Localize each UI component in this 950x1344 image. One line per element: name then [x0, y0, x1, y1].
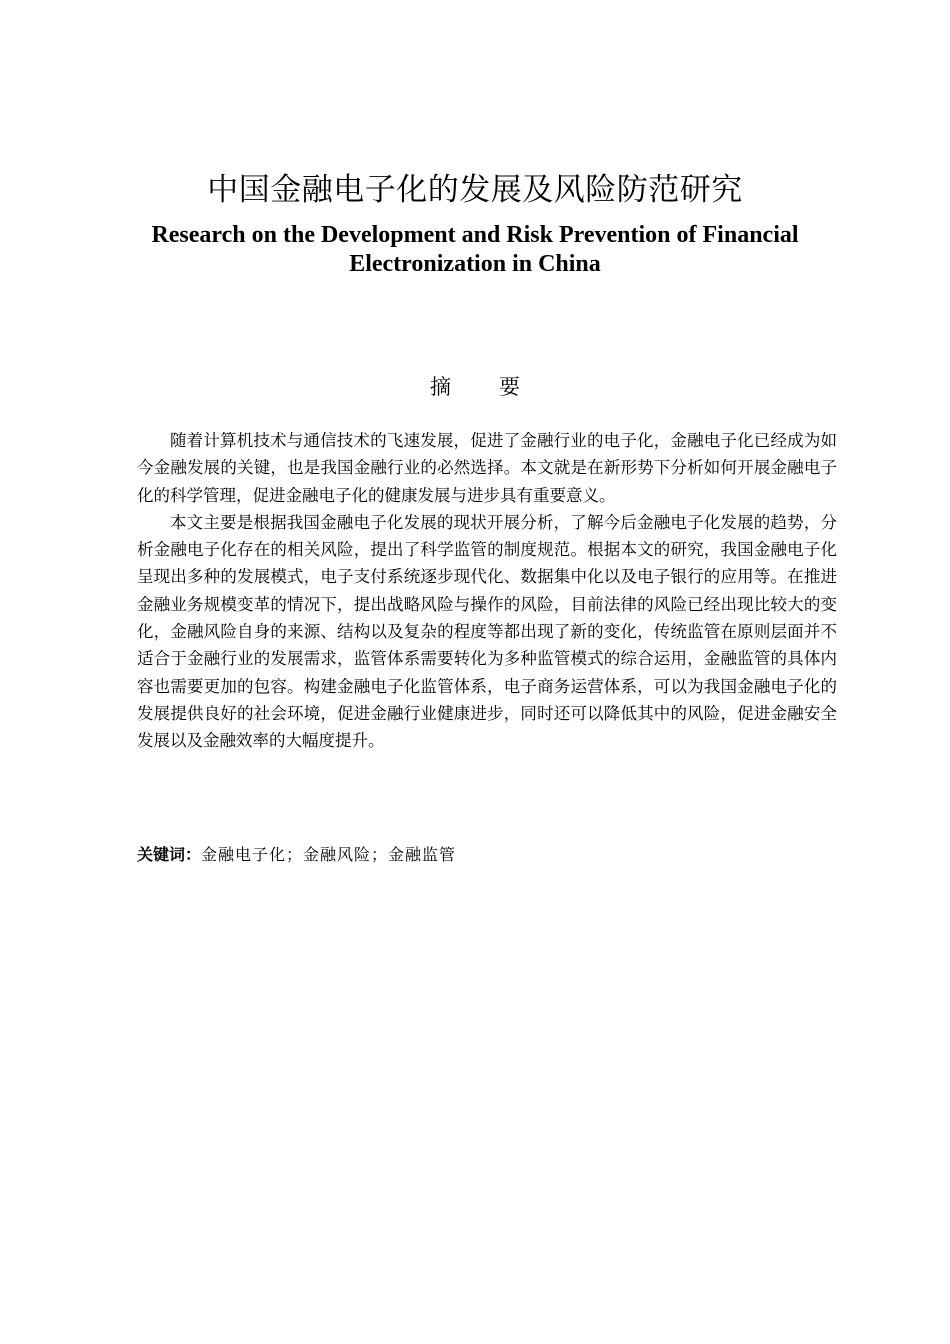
chinese-title: 中国金融电子化的发展及风险防范研究 — [207, 172, 743, 208]
abstract-heading-char-1: 摘 — [430, 375, 451, 399]
abstract-body — [137, 427, 837, 755]
keywords-label: 关键词： — [137, 845, 202, 864]
abstract-heading-char-2: 要 — [499, 375, 520, 399]
keywords-list: 金融电子化；金融风险；金融监管 — [201, 845, 457, 864]
english-title: Research on the Development and Risk Prevention of Financial Electronization in China — [151, 222, 799, 277]
abstract-heading — [0, 372, 950, 402]
abstract-paragraph-2: 本文主要是根据我国金融电子化发展的现状开展分析，了解今后金融电子化发展的趋势，分析金融电子化存在的相关风险，提出了科学监管的制度规范。根据本文的研究，我国金融电子化呈现出多种的发展模式，电子支付系统逐步现代化、数据集中化以及电子银行的应用等。在推进金融业务规模变革的情况下，提出战略风险与操作的风险，目前法律的风险已经出现比较大的变化，金融风险自身的来源、结构以及复杂的程度等都出现了新的变化，传统监管在原则层面并不适合于金融行业的发展需求，监管体系需要转化为多种监管模式的综合运用，金融监管的具体内容也需要更加的包容。构建金融电子化监管体系，电子商务运营体系，可以为我国金融电子化的发展提供良好的社会环境，促进金融行业健康进步，同时还可以降低其中的风险，促进金融安全发展以及金融效率的大幅度提升。 — [137, 512, 837, 751]
abstract-paragraph-1: 随着计算机技术与通信技术的飞速发展，促进了金融行业的电子化，金融电子化已经成为如今金融发展的关键，也是我国金融行业的必然选择。本文就是在新形势下分析如何开展金融电子化的科学管理，促进金融电子化的健康发展与进步具有重要意义。 — [137, 431, 837, 505]
keywords-line — [137, 842, 837, 868]
